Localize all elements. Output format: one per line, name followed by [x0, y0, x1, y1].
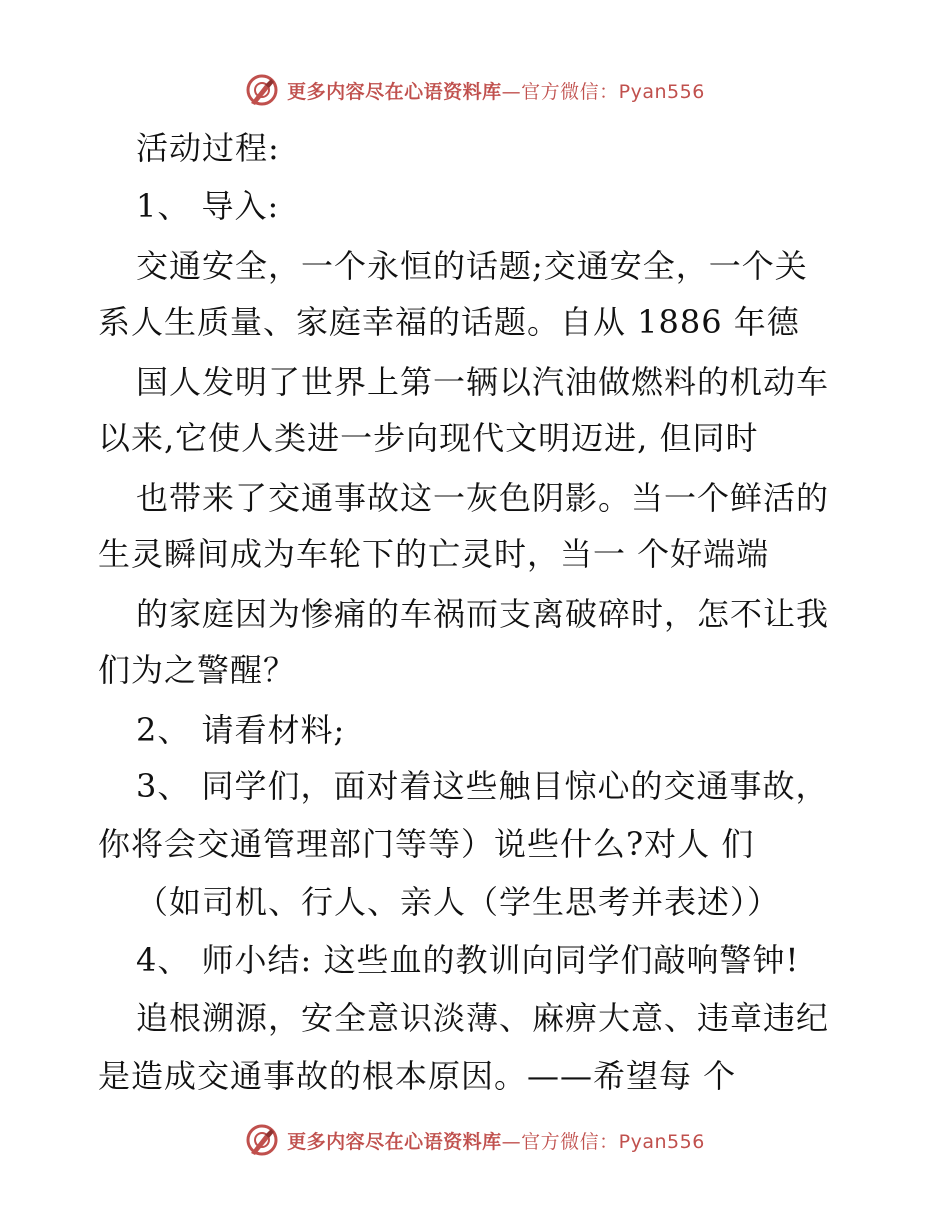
text-line: 3、 同学们，面对着这些触目惊心的交通事故，: [136, 767, 829, 805]
pen-logo-icon: [245, 73, 279, 107]
text-line: （如司机、行人、亲人（学生思考并表述））: [136, 883, 781, 921]
text-line: 1、 导入:: [136, 187, 280, 225]
text-line: 国人发明了世界上第一辆以汽油做燃料的机动车: [136, 363, 830, 401]
footer-banner: [0, 1120, 950, 1160]
banner-text: 更多内容尽在心语资料库—官方微信：Pyan556: [287, 80, 705, 103]
text-line: 们为之警醒？: [98, 651, 297, 689]
text-line: 追根溯源，安全意识淡薄、麻痹大意、违章违纪: [136, 999, 830, 1037]
text-line: 以来,它使人类进一步向现代文明迈进, 但同时: [98, 419, 759, 457]
text-line: 是造成交通事故的根本原因。——希望每 个: [98, 1057, 737, 1095]
banner-text: 更多内容尽在心语资料库—官方微信：Pyan556: [287, 1130, 705, 1153]
text-line: 你将会交通管理部门等等）说些什么?对人 们: [98, 825, 755, 863]
text-line: 的家庭因为惨痛的车祸而支离破碎时，怎不让我: [136, 595, 830, 633]
text-line: 2、 请看材料;: [136, 711, 346, 749]
text-line: 也带来了交通事故这一灰色阴影。当一个鲜活的: [136, 479, 830, 517]
text-line: 系人生质量、家庭幸福的话题。自从 1886 年德: [98, 303, 800, 341]
pen-logo-icon: [245, 1123, 279, 1157]
text-line: 交通安全，一个永恒的话题;交通安全，一个关: [136, 247, 808, 285]
text-line: 4、 师小结: 这些血的教训向同学们敲响警钟!: [136, 941, 800, 979]
text-line: 活动过程:: [136, 129, 280, 167]
header-banner: [0, 70, 950, 110]
text-line: 生灵瞬间成为车轮下的亡灵时，当一 个好端端: [98, 535, 770, 573]
